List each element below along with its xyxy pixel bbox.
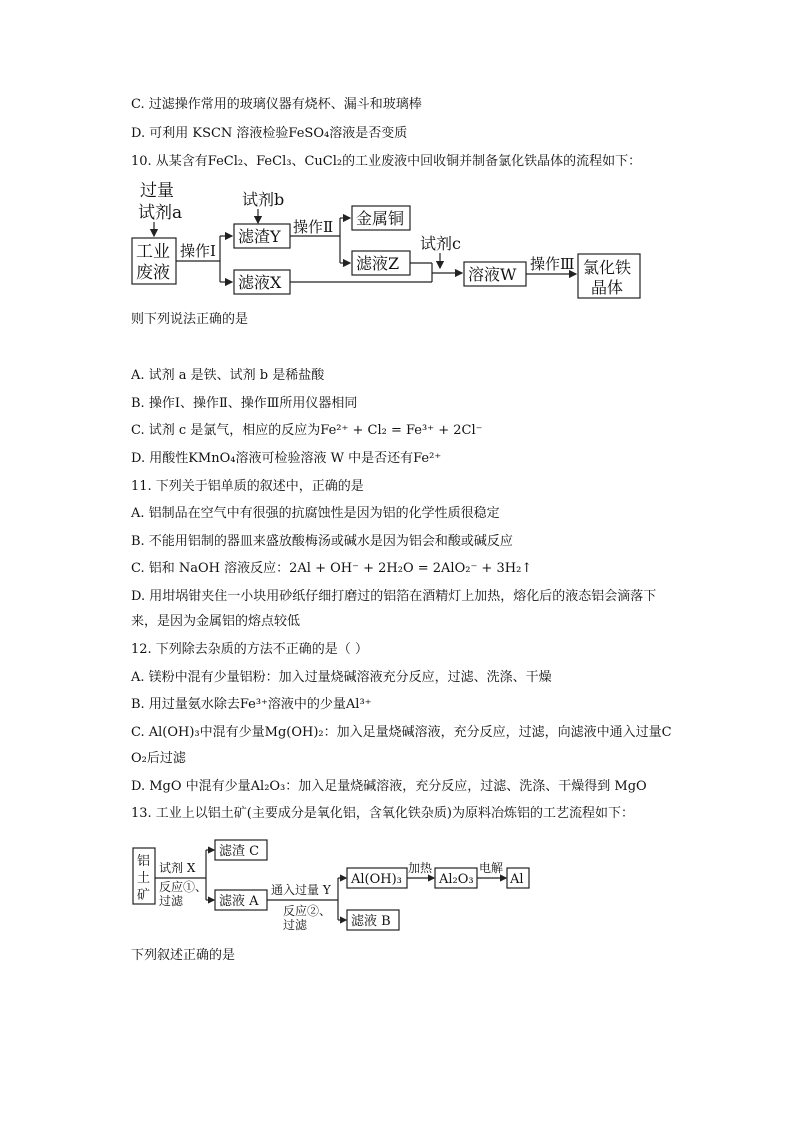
q12-option-c-line2: O₂后过滤 xyxy=(131,751,186,766)
bauxite-text-3: 矿 xyxy=(137,888,151,903)
q11-option-d-line2: 来，是因为金属铝的熔点较低 xyxy=(131,614,301,629)
q11-option-c: C. 铝和 NaOH 溶液反应：2Al + OH⁻ + 2H₂O = 2AlO₂⁻ + 3H₂↑ xyxy=(131,561,533,576)
q10-stem: 则下列说法正确的是 xyxy=(131,312,249,327)
q11-title: 11. 下列关于铝单质的叙述中，正确的是 xyxy=(131,479,364,494)
reagent-a-text-2: 试剂a xyxy=(138,203,183,223)
copper-text: 金属铜 xyxy=(356,209,405,228)
q10-option-a: A. 试剂 a 是铁、试剂 b 是稀盐酸 xyxy=(131,368,325,383)
q9-option-c: C. 过滤操作常用的玻璃仪器有烧杯、漏斗和玻璃棒 xyxy=(131,97,422,112)
q10-option-d: D. 用酸性KMnO₄溶液可检验溶液 W 中是否还有Fe²⁺ xyxy=(131,451,442,466)
product-text-2: 晶体 xyxy=(591,278,624,297)
solution-w-text: 溶液W xyxy=(468,265,517,284)
product-text-1: 氯化铁 xyxy=(583,258,632,277)
residue-c-text: 滤渣 C xyxy=(219,844,260,859)
filtrate-z-text: 滤液Z xyxy=(356,254,400,273)
q10-option-b: B. 操作Ⅰ、操作Ⅱ、操作Ⅲ所用仪器相同 xyxy=(131,396,358,411)
reagent-x-text: 试剂 X xyxy=(159,861,196,875)
q10-title: 10. 从某含有FeCl₂、FeCl₃、CuCl₂的工业废液中回收铜并制备氯化铁晶体的流程如下： xyxy=(131,154,642,169)
electrolysis-text: 电解 xyxy=(479,861,504,875)
reaction1-text-2: 过滤 xyxy=(159,894,184,908)
q12-title: 12. 下列除去杂质的方法不正确的是（ ） xyxy=(131,642,368,657)
reagent-c-text: 试剂c xyxy=(420,234,461,253)
reaction1-text-1: 反应①、 xyxy=(159,880,208,894)
reaction2-text-1: 反应②、 xyxy=(283,904,332,918)
q10-flow-diagram xyxy=(128,178,668,302)
filtrate-x-text: 滤液X xyxy=(238,273,282,292)
q11-option-d-line1: D. 用坩埚钳夹住一小块用砂纸仔细打磨过的铝箔在酒精灯上加热，熔化后的液态铝会滴落下 xyxy=(131,589,657,604)
filtrate-a-text: 滤液 A xyxy=(219,894,259,909)
waste-text-1: 工业 xyxy=(136,242,170,262)
op1-label: 操作Ⅰ xyxy=(180,242,216,260)
aloh3-text: Al(OH)₃ xyxy=(351,872,402,887)
reagent-a-text-1: 过量 xyxy=(140,181,174,201)
op2-label: 操作Ⅱ xyxy=(293,218,334,236)
filtrate-b-text: 滤液 B xyxy=(351,914,391,929)
bauxite-text-2: 土 xyxy=(137,871,151,886)
q12-option-a: A. 镁粉中混有少量铝粉：加入过量烧碱溶液充分反应，过滤、洗涤、干燥 xyxy=(131,670,552,685)
heat-text: 加热 xyxy=(408,861,433,875)
q13-flow-diagram xyxy=(130,836,535,936)
al-text: Al xyxy=(510,872,524,887)
bauxite-text-1: 铝 xyxy=(137,854,151,869)
op3-label: 操作Ⅲ xyxy=(530,255,575,273)
q12-option-d: D. MgO 中混有少量Al₂O₃：加入足量烧碱溶液，充分反应，过滤、洗涤、干燥得到 MgO xyxy=(131,779,647,794)
q13-stem: 下列叙述正确的是 xyxy=(131,948,236,963)
pass-y-text: 通入过量 Y xyxy=(271,883,331,897)
q13-title: 13. 工业上以铝土矿(主要成分是氧化铝，含氧化铁杂质)为原料冶炼铝的工艺流程如下： xyxy=(131,806,634,821)
reaction2-text-2: 过滤 xyxy=(283,918,308,932)
q11-option-a: A. 铝制品在空气中有很强的抗腐蚀性是因为铝的化学性质很稳定 xyxy=(131,506,500,521)
waste-text-2: 废液 xyxy=(136,263,170,283)
al2o3-text: Al₂O₃ xyxy=(439,872,474,887)
reagent-b-text: 试剂b xyxy=(242,190,285,209)
residue-y-text: 滤渣Y xyxy=(238,227,281,246)
q12-option-c-line1: C. Al(OH)₃中混有少量Mg(OH)₂：加入足量烧碱溶液，充分反应，过滤，向滤液中通入过量C xyxy=(131,725,672,740)
q11-option-b: B. 不能用铝制的器皿来盛放酸梅汤或碱水是因为铝会和酸或碱反应 xyxy=(131,534,513,549)
q9-option-d: D. 可利用 KSCN 溶液检验FeSO₄溶液是否变质 xyxy=(131,126,408,141)
q12-option-b: B. 用过量氨水除去Fe³⁺溶液中的少量Al³⁺ xyxy=(131,697,372,712)
q10-option-c: C. 试剂 c 是氯气，相应的反应为Fe²⁺ + Cl₂ = Fe³⁺ + 2Cl⁻ xyxy=(131,423,483,438)
